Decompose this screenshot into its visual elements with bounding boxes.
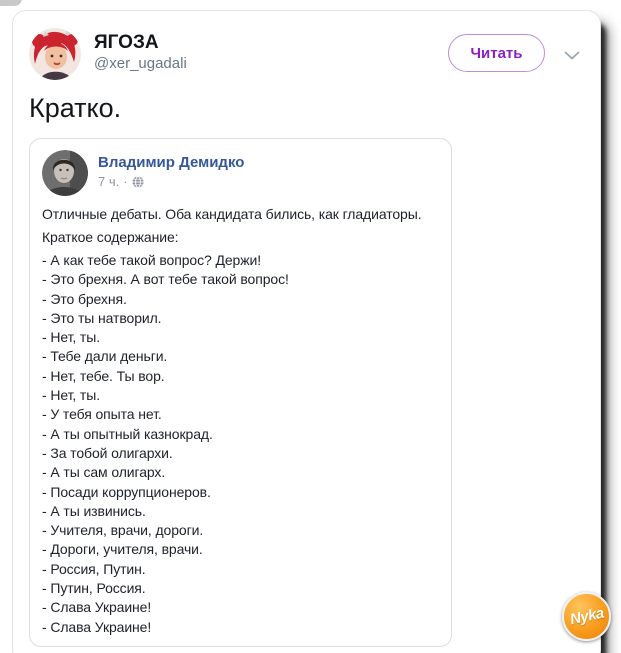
post-line: - Нет, ты. [42, 329, 100, 346]
post-line: - Россия, Путин. [42, 560, 146, 577]
post-author-avatar[interactable] [42, 150, 88, 196]
post-line: - А ты сам олигарх. [42, 464, 166, 481]
post-line: - За тобой олигархи. [42, 444, 173, 461]
tweet-header [13, 11, 600, 80]
post-line: - А ты извинись. [42, 502, 146, 519]
avatar-illustration [29, 28, 81, 80]
post-line: - Это брехня. А вот тебе такой вопрос! [42, 271, 289, 288]
post-line: - Это ты натворил. [42, 309, 162, 326]
post-lines [42, 251, 439, 637]
embedded-post-card[interactable] [29, 138, 452, 647]
tweet-menu-button[interactable] [562, 45, 582, 67]
post-line: - Тебе дали деньги. [42, 348, 168, 365]
tweet-text: Кратко. [29, 93, 122, 123]
tweet-author-name[interactable]: ЯГОЗА [94, 32, 159, 53]
embedded-post-header [42, 150, 439, 196]
post-line: - А как тебе такой вопрос? Держи! [42, 252, 261, 268]
tweet-author-avatar[interactable] [29, 28, 81, 80]
watermark-text: Nyka [568, 604, 605, 629]
post-line: - Слава Украине! [42, 599, 152, 616]
post-meta [98, 174, 244, 190]
post-line: - Нет, ты. [42, 387, 100, 404]
post-paragraph: Отличные дебаты. Оба кандидата бились, как гладиаторы. [42, 206, 422, 222]
tweet-author-names [94, 28, 187, 74]
post-line: - Дороги, учителя, врачи. [42, 541, 203, 558]
post-line: - Путин, Россия. [42, 580, 146, 597]
post-meta-separator: · [123, 174, 128, 189]
chevron-down-icon [564, 51, 580, 60]
post-line: - У тебя опыта нет. [42, 406, 162, 423]
cutoff-element-corner [0, 0, 22, 6]
post-line: - Посади коррупционеров. [42, 483, 211, 500]
post-line: - А ты опытный казнокрад. [42, 425, 213, 442]
follow-button[interactable]: Читать [448, 34, 545, 72]
tweet-author-handle[interactable]: @xer_ugadali [94, 55, 187, 72]
avatar-photo [42, 150, 88, 196]
post-line: - Учителя, врачи, дороги. [42, 522, 204, 539]
post-body [42, 205, 439, 637]
post-author-info [98, 150, 244, 190]
post-line: - Слава Украине! [42, 618, 152, 635]
tweet-card [12, 10, 601, 653]
post-paragraph: Краткое содержание: [42, 229, 179, 245]
post-author-name[interactable]: Владимир Демидко [98, 154, 245, 171]
post-line: - Нет, тебе. Ты вор. [42, 367, 165, 384]
watermark-logo [562, 592, 611, 641]
globe-icon [132, 176, 144, 188]
post-line: - Это брехня. [42, 290, 127, 307]
post-timestamp[interactable]: 7 ч. [98, 174, 120, 189]
